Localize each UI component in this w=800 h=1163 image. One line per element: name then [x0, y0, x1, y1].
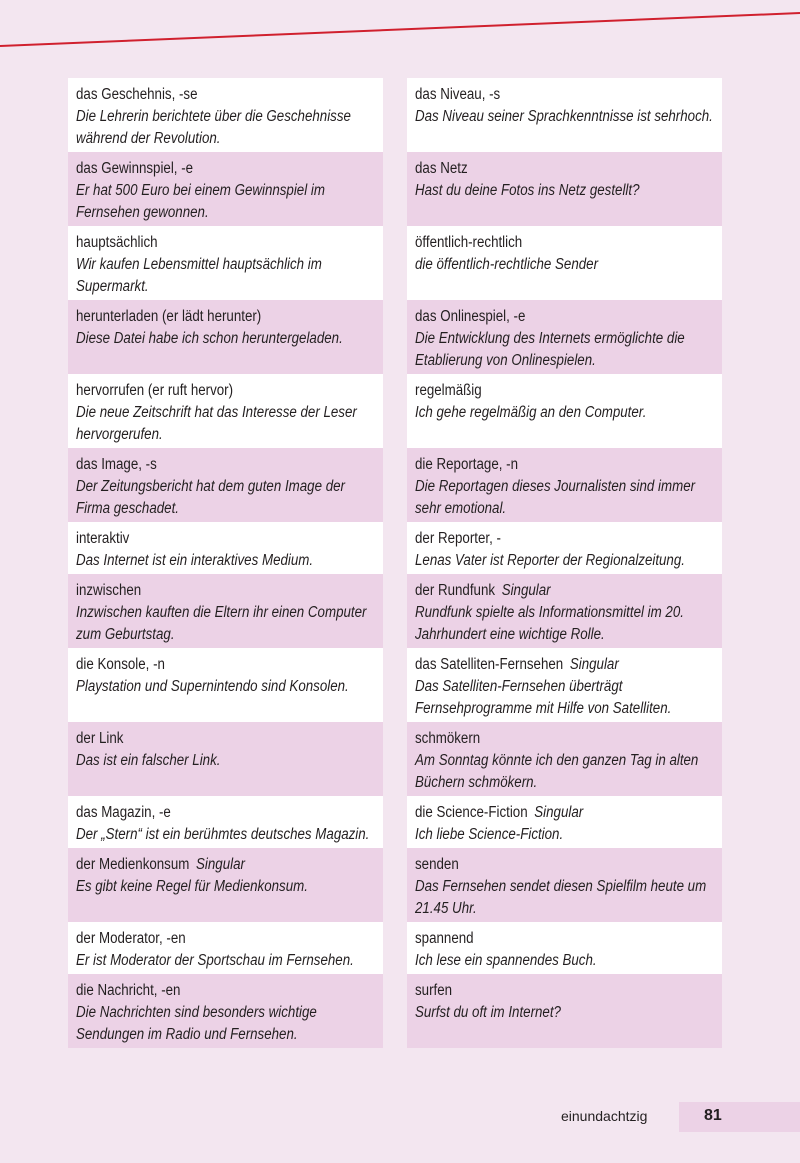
vocab-word: hervorrufen (er ruft hervor)	[76, 382, 234, 399]
vocab-word-tag: Singular	[534, 804, 584, 821]
vocab-entry	[407, 922, 722, 974]
vocab-example: Rundfunk spielte als Informationsmittel im 20. Jahrhundert eine wichtige Rolle.	[415, 604, 684, 643]
vocab-example: Das Internet ist ein interaktives Medium.	[76, 552, 314, 569]
vocab-example: Ich gehe regelmäßig an den Computer.	[415, 404, 647, 421]
vocab-word: regelmäßig	[415, 382, 482, 399]
vocab-word: das Gewinnspiel, -e	[76, 160, 194, 177]
vocab-entry	[68, 300, 383, 374]
vocab-entry	[68, 796, 383, 848]
vocab-example: Die Entwicklung des Internets ermöglichte die Etablierung von Onlinespielen.	[415, 330, 685, 369]
vocab-example: Er hat 500 Euro bei einem Gewinnspiel im Fernsehen gewonnen.	[76, 182, 325, 221]
vocab-example: Der „Stern“ ist ein berühmtes deutsches Magazin.	[76, 826, 370, 843]
vocab-example: Diese Datei habe ich schon heruntergeladen.	[76, 330, 343, 347]
vocab-word: spannend	[415, 930, 474, 947]
vocab-word: der Medienkonsum Singular	[76, 856, 245, 873]
vocab-entry	[68, 226, 383, 300]
header-red-line	[0, 0, 800, 60]
vocab-entry	[407, 974, 722, 1048]
vocab-example: Lenas Vater ist Reporter der Regionalzeitung.	[415, 552, 685, 569]
vocab-word-tag: Singular	[501, 582, 551, 599]
vocab-word: der Link	[76, 730, 124, 747]
vocab-example: Ich lese ein spannendes Buch.	[415, 952, 597, 969]
vocab-word: das Niveau, -s	[415, 86, 501, 103]
vocab-entry	[407, 648, 722, 722]
vocab-example: Wir kaufen Lebensmittel hauptsächlich im Supermarkt.	[76, 256, 322, 295]
vocab-entry	[68, 374, 383, 448]
vocab-word: das Satelliten-Fernsehen Singular	[415, 656, 619, 673]
page-number: 81	[704, 1107, 722, 1124]
vocab-entry	[68, 152, 383, 226]
vocab-word: surfen	[415, 982, 453, 999]
vocab-example: Der Zeitungsbericht hat dem guten Image der Firma geschadet.	[76, 478, 345, 517]
vocab-example: Es gibt keine Regel für Medienkonsum.	[76, 878, 308, 895]
vocab-example: Am Sonntag könnte ich den ganzen Tag in alten Büchern schmökern.	[415, 752, 699, 791]
vocab-word: das Geschehnis, -se	[76, 86, 198, 103]
vocab-word: schmökern	[415, 730, 481, 747]
vocab-entry	[407, 374, 722, 448]
vocab-example: Das Satelliten-Fernsehen überträgt Fernsehprogramme mit Hilfe von Satelliten.	[415, 678, 672, 717]
vocab-entry	[407, 848, 722, 922]
vocab-entry	[68, 974, 383, 1048]
vocab-word: das Image, -s	[76, 456, 157, 473]
vocab-word: hauptsächlich	[76, 234, 158, 251]
vocab-entry	[407, 574, 722, 648]
vocabulary-column-left	[68, 78, 383, 1048]
vocab-entry	[68, 922, 383, 974]
vocab-entry	[68, 78, 383, 152]
vocab-entry	[407, 152, 722, 226]
vocab-word: das Onlinespiel, -e	[415, 308, 526, 325]
vocab-word: die Science-Fiction Singular	[415, 804, 584, 821]
vocab-example: Die Lehrerin berichtete über die Geschehnisse während der Revolution.	[76, 108, 351, 147]
vocab-word: die Konsole, -n	[76, 656, 165, 673]
vocabulary-column-right	[407, 78, 722, 1048]
vocab-entry	[68, 722, 383, 796]
vocab-word: die Reportage, -n	[415, 456, 519, 473]
vocab-word: der Moderator, -en	[76, 930, 186, 947]
vocab-example: Ich liebe Science-Fiction.	[415, 826, 564, 843]
vocab-word: das Magazin, -e	[76, 804, 171, 821]
vocab-entry	[407, 226, 722, 300]
vocab-word: senden	[415, 856, 459, 873]
vocab-word: der Rundfunk Singular	[415, 582, 551, 599]
vocab-word: interaktiv	[76, 530, 130, 547]
vocab-word: der Reporter, -	[415, 530, 501, 547]
vocab-word: inzwischen	[76, 582, 142, 599]
vocab-entry	[68, 848, 383, 922]
vocab-word-tag: Singular	[196, 856, 245, 873]
vocab-example: Das ist ein falscher Link.	[76, 752, 221, 769]
vocab-example: Das Niveau seiner Sprachkenntnisse ist sehrhoch.	[415, 108, 713, 125]
vocab-entry	[407, 448, 722, 522]
vocab-example: die öffentlich-rechtliche Sender	[415, 256, 599, 273]
vocab-example: Playstation und Supernintendo sind Konsolen.	[76, 678, 349, 695]
vocab-entry	[68, 574, 383, 648]
vocab-example: Die neue Zeitschrift hat das Interesse der Leser hervorgerufen.	[76, 404, 357, 443]
vocab-example: Die Nachrichten sind besonders wichtige Sendungen im Radio und Fernsehen.	[76, 1004, 317, 1043]
vocab-entry	[68, 448, 383, 522]
vocab-entry	[68, 522, 383, 574]
vocab-entry	[407, 300, 722, 374]
vocab-word-tag: Singular	[569, 656, 619, 673]
vocab-example: Inzwischen kauften die Eltern ihr einen Computer zum Geburtstag.	[76, 604, 367, 643]
vocab-entry	[407, 522, 722, 574]
vocab-example: Das Fernsehen sendet diesen Spielfilm heute um 21.45 Uhr.	[415, 878, 707, 917]
vocab-example: Hast du deine Fotos ins Netz gestellt?	[415, 182, 640, 199]
vocab-entry	[407, 722, 722, 796]
vocab-word: das Netz	[415, 160, 468, 177]
vocab-entry	[68, 648, 383, 722]
page-number-box	[679, 1102, 800, 1132]
vocab-entry	[407, 796, 722, 848]
vocab-word: öffentlich-rechtlich	[415, 234, 523, 251]
vocab-word: herunterladen (er lädt herunter)	[76, 308, 262, 325]
vocab-example: Er ist Moderator der Sportschau im Fernsehen.	[76, 952, 354, 969]
vocab-word: die Nachricht, -en	[76, 982, 181, 999]
vocab-entry	[407, 78, 722, 152]
page-word: einundachtzig	[561, 1108, 648, 1124]
vocab-example: Die Reportagen dieses Journalisten sind immer sehr emotional.	[415, 478, 696, 517]
vocab-example: Surfst du oft im Internet?	[415, 1004, 561, 1021]
